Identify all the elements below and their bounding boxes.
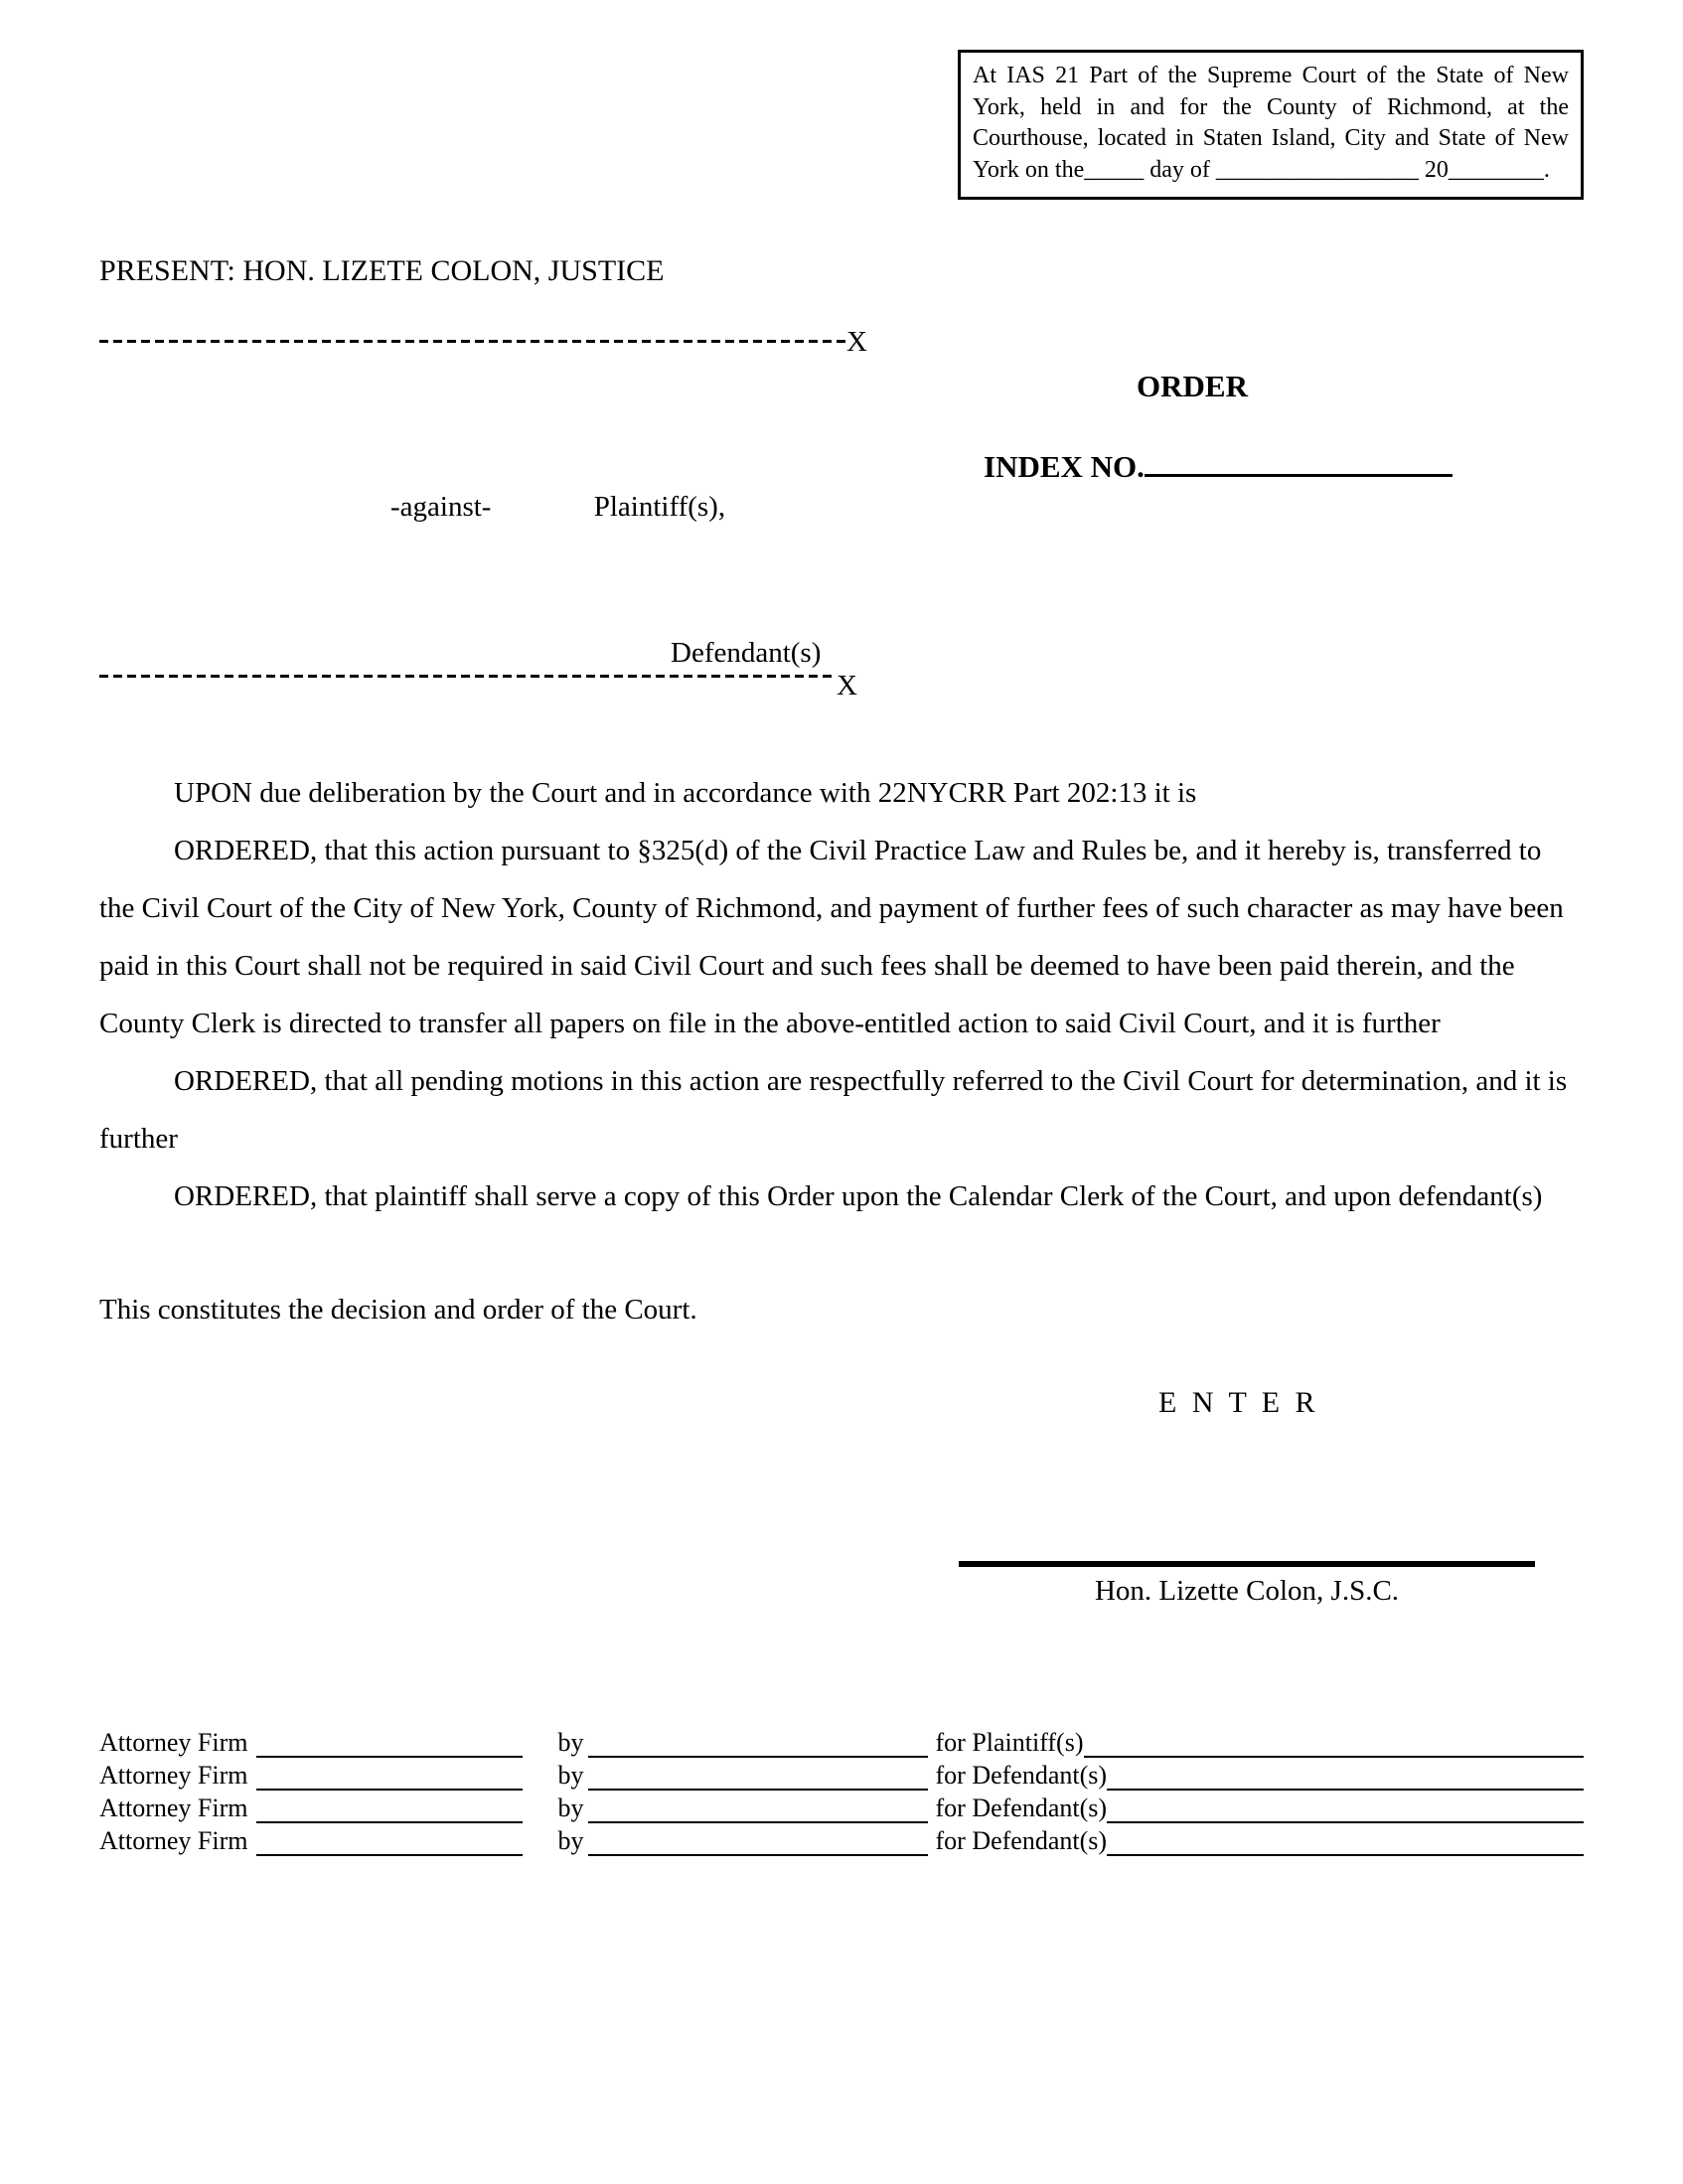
index-label: INDEX NO. [984,448,1145,484]
blank-line [588,1795,928,1822]
signature-line [959,1561,1535,1567]
for-party-label: for Defendant(s) [935,1825,1108,1855]
by-label: by [557,1825,584,1855]
attorney-firm-label: Attorney Firm [99,1825,248,1855]
by-label: by [557,1727,584,1757]
against-row [99,491,1584,524]
blank-line [256,1795,523,1822]
attorney-firm-label: Attorney Firm [99,1760,248,1790]
for-party-label: for Plaintiff(s) [935,1727,1084,1757]
dashed-rule [99,675,837,678]
for-party-label: for Defendant(s) [935,1760,1108,1790]
paragraph-ordered-serve: ORDERED, that plaintiff shall serve a copy of this Order upon the Calendar Clerk of the Court, and upon defendant(s) [174,1179,1543,1212]
by-label: by [557,1793,584,1822]
attorney-row [99,1791,1584,1823]
index-number-line [984,446,1500,485]
order-title: ORDER [1137,368,1248,403]
present-line: PRESENT: HON. LIZETE COLON, JUSTICE [99,253,665,287]
paragraph-upon: UPON due deliberation by the Court and in accordance with 22NYCRR Part 202:13 it is [174,776,1197,809]
closing-line: This constitutes the decision and order of the Court. [99,1293,697,1326]
judge-name: Hon. Lizette Colon, J.S.C. [1094,1574,1400,1607]
blank-line [1084,1730,1585,1757]
against-label: -against- [390,490,492,523]
attorney-firm-label: Attorney Firm [99,1793,248,1822]
for-party-label: for Defendant(s) [935,1793,1108,1822]
attorney-row [99,1823,1584,1856]
blank-line [256,1730,523,1757]
blank-line [1107,1828,1584,1855]
dashed-rule [99,340,846,343]
blank-line [588,1828,928,1855]
x-mark: X [846,325,867,358]
blank-line [588,1763,928,1790]
attorney-row [99,1725,1584,1758]
defendants-label: Defendant(s) [671,636,822,669]
attorney-firm-label: Attorney Firm [99,1727,248,1757]
caption-ruled-line-bottom [99,636,1584,706]
blank-line [256,1763,523,1790]
blank-line [1107,1763,1584,1790]
paragraph-ordered-transfer: ORDERED, that this action pursuant to §325(d) of the Civil Practice Law and Rules be, and it hereby is, transferred to the Civil Court of the City of New York, County of Richmond, and payment of further fees of such character as may have been paid in this Court shall not be required in said Civil Court and such fees shall be deemed to have been paid therein, and the County Clerk is directed to transfer all papers on file in the above-entitled action to said Civil Court, and it is further [99,834,1564,1039]
by-label: by [557,1760,584,1790]
blank-line [588,1730,928,1757]
order-index-column [984,369,1500,485]
attorney-signature-block [99,1725,1584,1856]
attorney-row [99,1758,1584,1791]
paragraph-ordered-motions: ORDERED, that all pending motions in this action are respectfully referred to the Civil Court for determination, and it is further [99,1064,1568,1155]
index-blank-line [1145,446,1453,477]
blank-line [256,1828,523,1855]
court-caption-box: At IAS 21 Part of the Supreme Court of the State of New York, held in and for the County of Richmond, at the Courthouse, located in Staten Island, City and State of New York on the_____ day of _________________ 20________. [958,50,1584,200]
plaintiffs-label: Plaintiff(s), [593,490,726,523]
x-mark: X [837,669,857,702]
caption-ruled-line-top [99,326,1584,359]
blank-line [1107,1795,1584,1822]
enter-label: E N T E R [1158,1385,1319,1419]
order-body [99,764,1584,1225]
